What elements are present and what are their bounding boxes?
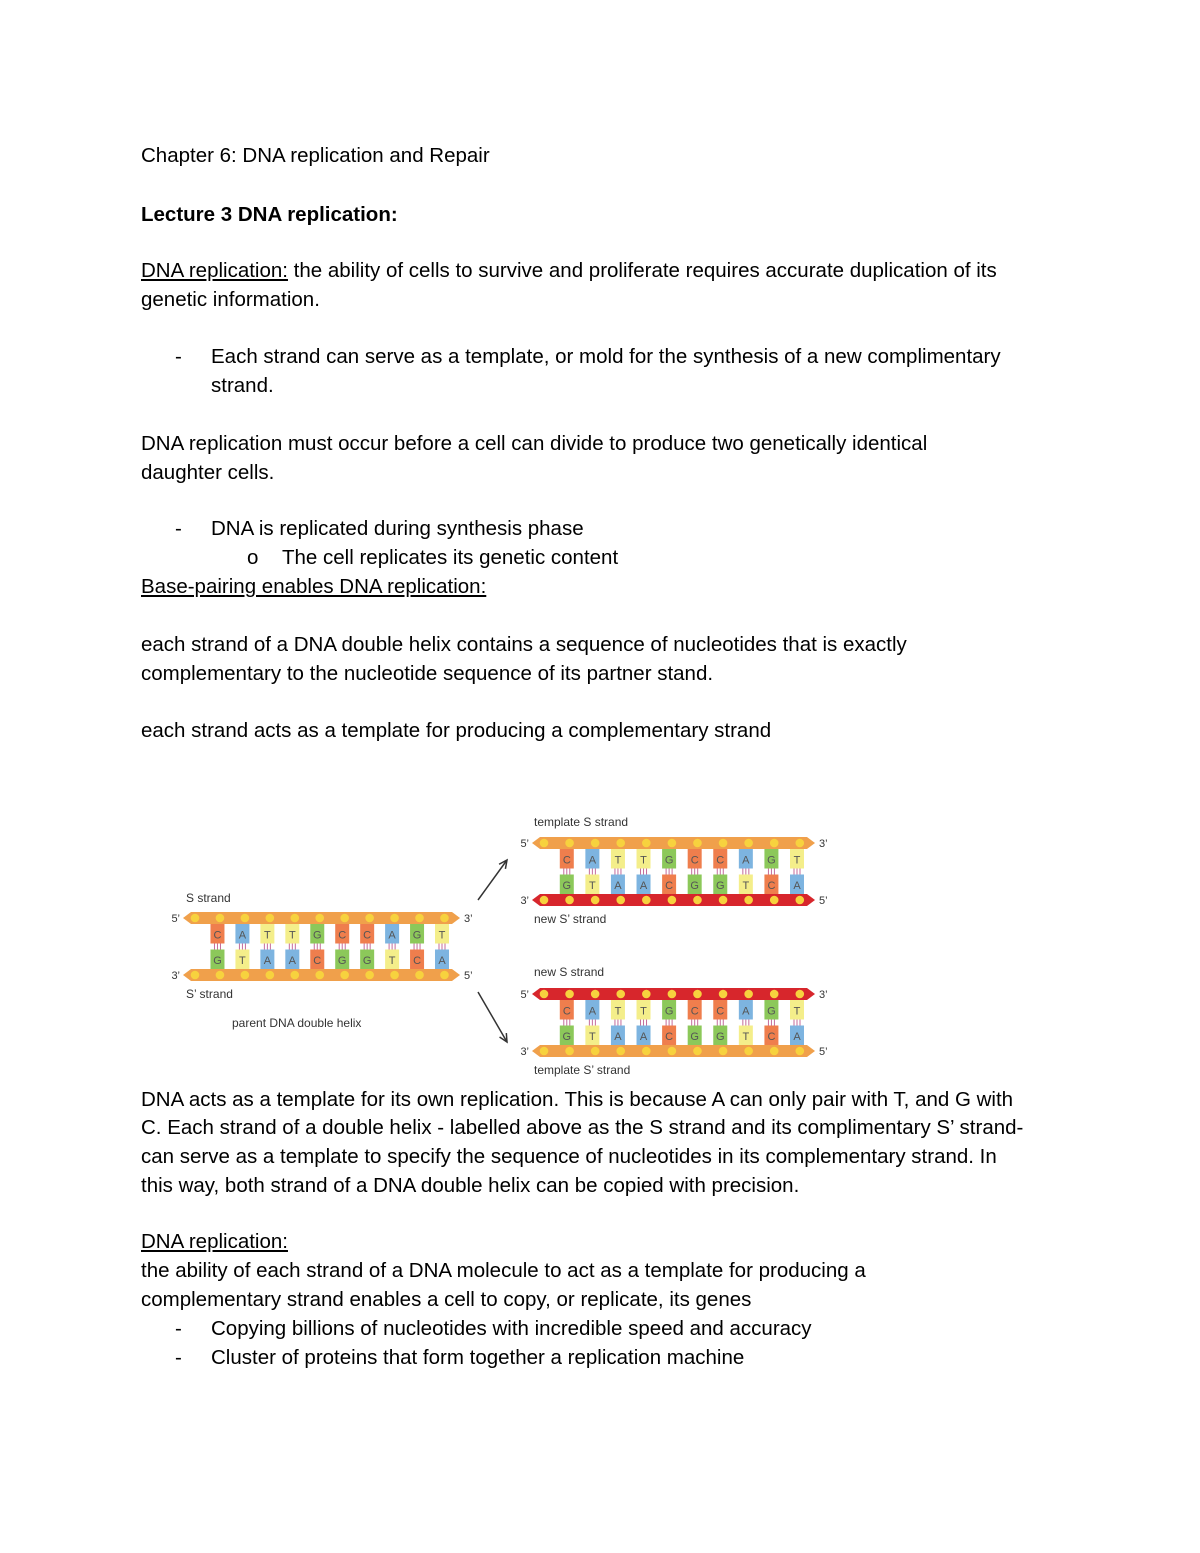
base-letter: G [312,929,322,942]
base-letter: G [690,879,699,892]
backbone-bead [591,1047,600,1056]
paragraph-line: daughter cells. [141,461,275,484]
base-letter: C [338,929,347,942]
dna-replication-figure [160,808,840,1082]
parent-helix-caption: parent DNA double helix [232,1016,362,1030]
strand-label-parent-top: S strand [186,891,231,905]
paragraph-line: C. Each strand of a double helix - labelled above as the S strand and its complimentary S’ strand- [141,1116,1024,1139]
base-letter: T [264,929,271,942]
term-dna-replication: DNA replication: [141,259,288,282]
backbone-bead [591,839,600,848]
backbone-bead [440,971,449,980]
daughter-helix-top [520,837,827,907]
base-letter: A [588,854,597,867]
bullet-text: Copying billions of nucleotides with incredible speed and accuracy [211,1317,812,1340]
end-label-3: 3’ [819,838,828,850]
base-letter: A [639,1030,648,1043]
paragraph-line: the ability of each strand of a DNA molecule to act as a template for producing a [141,1259,866,1282]
base-letter: A [263,954,272,967]
paragraph-line: each strand acts as a template for producing a complementary strand [141,719,772,742]
backbone-bead [241,914,250,923]
backbone-bead [744,839,753,848]
backbone-bead [440,914,449,923]
base-letter: G [715,1030,725,1043]
base-letter: G [690,1030,699,1043]
backbone-bead [565,839,574,848]
backbone-bead [315,914,324,923]
backbone-bead [540,896,549,905]
base-letter: C [313,954,322,967]
base-letter: C [665,1030,674,1043]
base-letter: T [793,854,801,867]
base-letter: C [363,929,372,942]
base-letter: A [588,1005,597,1018]
base-letter: G [664,1005,674,1018]
end-label-5: 5’ [819,1046,828,1058]
base-letter: C [690,854,699,867]
backbone-bead [744,1047,753,1056]
base-letter: A [238,929,247,942]
daughter-helix-bottom [520,988,827,1058]
strand-label-parent-bottom: S’ strand [186,987,233,1001]
base-letter: C [562,854,571,867]
base-letter: T [589,879,596,892]
heading-dna-replication: DNA replication: [141,1230,288,1253]
bullet-dash: - [175,345,182,368]
backbone-bead [642,896,651,905]
backbone-bead [770,1047,779,1056]
end-label-3: 3’ [171,970,180,982]
base-letter: C [716,854,725,867]
backbone-bead [365,914,374,923]
strand-label-new-s-prime: new S’ strand [534,912,607,926]
backbone-bead [642,990,651,999]
paragraph-dna-replication-intro [141,256,997,285]
bullet-dash: - [175,1317,182,1340]
paragraph-line: this way, both strand of a DNA double helix can be copied with precision. [141,1174,800,1197]
backbone-bead [565,896,574,905]
base-letter: T [589,1030,596,1043]
end-label-3: 3’ [464,913,473,925]
backbone-bead [241,971,250,980]
backbone-bead [795,1047,804,1056]
end-label-5: 5’ [171,913,180,925]
sub-bullet-text: The cell replicates its genetic content [282,546,619,569]
strand-label-template-s-prime: template S’ strand [534,1063,631,1077]
backbone-bead [616,990,625,999]
end-label-3: 3’ [520,1046,529,1058]
end-label-5: 5’ [520,838,529,850]
backbone-bead [390,914,399,923]
backbone-bead [365,971,374,980]
base-letter: C [690,1005,699,1018]
parent-helix [171,912,472,982]
backbone-bead [616,839,625,848]
base-letter: G [337,954,347,967]
backbone-bead [642,839,651,848]
base-letter: T [640,854,647,867]
backbone-bead [668,1047,677,1056]
base-letter: C [767,1030,776,1043]
backbone-bead [340,914,349,923]
bullet-text: Cluster of proteins that form together a replication machine [211,1346,745,1369]
bullet-text: DNA is replicated during synthesis phase [211,517,584,540]
backbone-bead [540,839,549,848]
base-letter: C [213,929,222,942]
base-letter: A [793,879,801,892]
backbone-bead [795,990,804,999]
end-label-5: 5’ [464,970,473,982]
backbone-bead [642,1047,651,1056]
base-letter: G [715,879,725,892]
paragraph-line: each strand of a DNA double helix contains a sequence of nucleotides that is exactly [141,633,907,656]
base-letter: T [614,854,622,867]
backbone-bead [540,990,549,999]
base-letter: A [742,1005,750,1018]
backbone-bead [266,971,275,980]
backbone-bead [390,971,399,980]
base-letter: G [213,954,222,967]
paragraph-line: genetic information. [141,288,320,311]
backbone-bead [795,896,804,905]
backbone-bead [770,990,779,999]
backbone-bead [216,971,225,980]
backbone-bead [668,839,677,848]
arrow-up-right [478,860,507,900]
base-letter: G [562,1030,572,1043]
paragraph-line: DNA replication must occur before a cell can divide to produce two genetically identical [141,432,928,455]
backbone-bead [693,839,702,848]
base-letter: A [438,954,446,967]
chapter-title: Chapter 6: DNA replication and Repair [141,144,490,167]
paragraph-line: complementary to the nucleotide sequence of its partner stand. [141,662,714,685]
base-letter: G [412,929,422,942]
strand-label-new-s: new S strand [534,965,605,979]
base-letter: C [716,1005,725,1018]
paragraph-line: complementary strand enables a cell to copy, or replicate, its genes [141,1288,752,1311]
backbone-bead [770,896,779,905]
end-label-3: 3’ [819,989,828,1001]
backbone-bead [540,1047,549,1056]
base-letter: G [664,854,674,867]
base-letter: T [640,1005,647,1018]
backbone-bead [191,914,200,923]
backbone-bead [340,971,349,980]
lecture-title: Lecture 3 DNA replication: [141,203,398,226]
base-letter: A [742,854,750,867]
backbone-bead [693,896,702,905]
backbone-bead [770,839,779,848]
arrow-down-right [478,992,507,1042]
base-letter: C [767,879,776,892]
base-letter: T [614,1005,622,1018]
base-letter: G [362,954,372,967]
backbone-bead [719,990,728,999]
backbone-bead [415,971,424,980]
backbone-bead [668,990,677,999]
backbone-bead [719,896,728,905]
base-letter: G [767,854,776,867]
backbone-bead [216,914,225,923]
backbone-bead [668,896,677,905]
base-letter: C [562,1005,571,1018]
base-letter: A [614,879,622,892]
end-label-5: 5’ [520,989,529,1001]
base-letter: A [388,929,396,942]
backbone-bead [591,896,600,905]
base-letter: G [562,879,572,892]
backbone-bead [565,990,574,999]
base-letter: T [388,954,396,967]
base-letter: A [288,954,296,967]
backbone-bead [616,1047,625,1056]
bullet-text: strand. [211,374,274,397]
base-letter: G [767,1005,776,1018]
strand-label-template-s: template S strand [534,815,629,829]
paragraph-line: DNA acts as a template for its own replication. This is because A can only pair with T, and G with [141,1088,1014,1111]
sub-bullet-marker: o [247,546,259,569]
base-letter: T [239,954,246,967]
heading-base-pairing: Base-pairing enables DNA replication: [141,575,487,598]
backbone-bead [693,990,702,999]
base-letter: T [288,929,296,942]
paragraph-line: the ability of cells to survive and proliferate requires accurate duplication of its [287,259,997,282]
backbone-bead [795,839,804,848]
backbone-bead [744,990,753,999]
backbone-bead [290,971,299,980]
bullet-dash: - [175,517,182,540]
base-letter: A [614,1030,622,1043]
paragraph-line: can serve as a template to specify the sequence of nucleotides in its complementary strand. In [141,1145,997,1168]
backbone-bead [591,990,600,999]
backbone-bead [415,914,424,923]
backbone-bead [315,971,324,980]
backbone-bead [266,914,275,923]
base-letter: T [793,1005,801,1018]
backbone-bead [290,914,299,923]
backbone-bead [191,971,200,980]
bullet-dash: - [175,1346,182,1369]
bullet-text: Each strand can serve as a template, or mold for the synthesis of a new complimentary [211,345,1001,368]
end-label-5: 5’ [819,895,828,907]
base-letter: C [665,879,674,892]
base-letter: C [413,954,422,967]
base-letter: A [639,879,648,892]
base-letter: T [438,929,446,942]
end-label-3: 3’ [520,895,529,907]
backbone-bead [719,1047,728,1056]
base-letter: T [742,1030,750,1043]
backbone-bead [693,1047,702,1056]
backbone-bead [565,1047,574,1056]
backbone-bead [744,896,753,905]
backbone-bead [719,839,728,848]
base-letter: T [742,879,750,892]
base-letter: A [793,1030,801,1043]
backbone-bead [616,896,625,905]
